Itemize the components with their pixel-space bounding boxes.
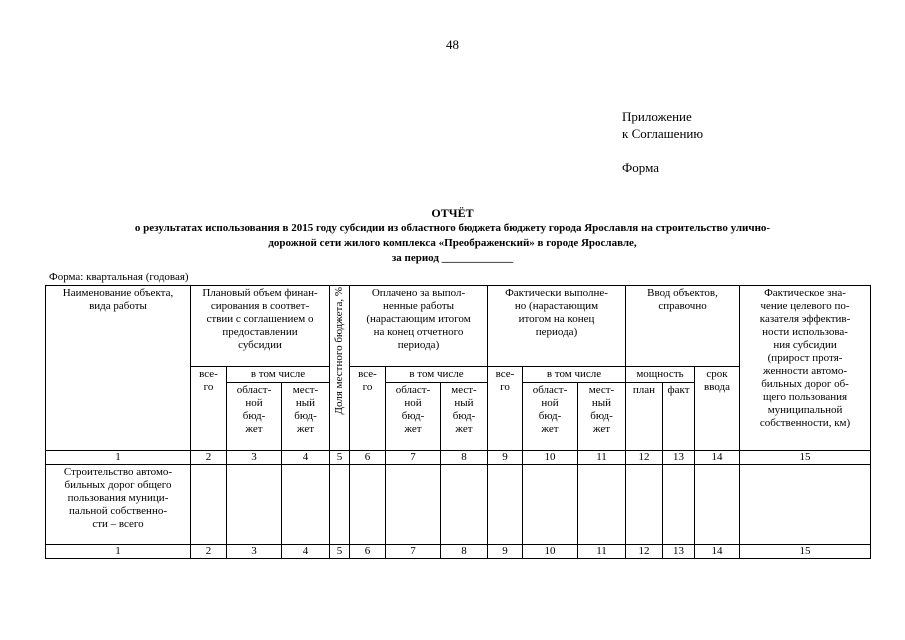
header-capacity: мощность (626, 367, 695, 383)
col-num: 12 (626, 451, 663, 465)
col-num: 9 (488, 451, 523, 465)
col-num: 5 (330, 545, 350, 559)
col-num: 12 (626, 545, 663, 559)
col-num: 9 (488, 545, 523, 559)
data-cell[interactable] (578, 465, 626, 545)
col-num: 6 (350, 451, 386, 465)
header-plan-total: все- го (191, 367, 227, 451)
header-done-local: мест- ный бюд- жет (578, 383, 626, 451)
column-numbers-row (46, 451, 871, 465)
col-num: 7 (386, 545, 441, 559)
col-num: 4 (282, 545, 330, 559)
data-cell[interactable] (350, 465, 386, 545)
col-num: 5 (330, 451, 350, 465)
col-num: 15 (740, 451, 871, 465)
title-line1: о результатах использования в 2015 году субсидии из областного бюджета бюджету города Ярославля на строительство улично- (134, 222, 771, 234)
header-paid-incl: в том числе (386, 367, 488, 383)
page-number: 48 (446, 37, 459, 52)
header-paid-total: все- го (350, 367, 386, 451)
header-paid-regional: област- ной бюд- жет (386, 383, 441, 451)
col-num: 10 (523, 451, 578, 465)
title-line2: дорожной сети жилого комплекса «Преображенский» в городе Ярославле, (268, 237, 637, 249)
table-row (46, 465, 871, 545)
data-cell[interactable] (330, 465, 350, 545)
row-label: Строительство автомо- бильных дорог общего пользования муници- пальной собственно- сти – всего (46, 465, 191, 545)
col-num: 1 (46, 545, 191, 559)
header-capacity-fact: факт (663, 383, 695, 451)
col-num: 2 (191, 545, 227, 559)
header-indicator: Фактическое зна- чение целевого по- казателя эффектив- ности использова- ния субсидии (прирост протя- женности автомо- бильных дорог об- щего пользования муниципальной собственности, км) (740, 286, 871, 451)
header-plan-regional: област- ной бюд- жет (227, 383, 282, 451)
header-name: Наименование объекта, вида работы (46, 286, 191, 451)
data-cell[interactable] (227, 465, 282, 545)
header-done-regional: област- ной бюд- жет (523, 383, 578, 451)
header-commission: Ввод объектов, справочно (626, 286, 740, 367)
data-cell[interactable] (488, 465, 523, 545)
appendix-line1: Приложение (622, 109, 692, 124)
header-paid-local: мест- ный бюд- жет (441, 383, 488, 451)
col-num: 6 (350, 545, 386, 559)
header-share-text: Доля местного бюджета, % (333, 287, 345, 415)
header-plan-local: мест- ный бюд- жет (282, 383, 330, 451)
col-num: 14 (695, 545, 740, 559)
header-plan: Плановый объем финан- сирования в соответ- ствии с соглашением о предоставлении субсидии (191, 286, 330, 367)
header-done: Фактически выполне- но (нарастающим итогом на конец периода) (488, 286, 626, 367)
col-num: 8 (441, 545, 488, 559)
data-cell[interactable] (523, 465, 578, 545)
header-capacity-plan: план (626, 383, 663, 451)
data-cell[interactable] (191, 465, 227, 545)
col-num: 4 (282, 451, 330, 465)
appendix-block (622, 108, 703, 176)
form-type-label: Форма: квартальная (годовая) (49, 271, 189, 283)
header-done-total: все- го (488, 367, 523, 451)
data-cell[interactable] (386, 465, 441, 545)
data-cell[interactable] (282, 465, 330, 545)
header-share (330, 286, 350, 451)
data-cell[interactable] (740, 465, 871, 545)
header-done-incl: в том числе (523, 367, 626, 383)
col-num: 3 (227, 545, 282, 559)
data-cell[interactable] (695, 465, 740, 545)
col-num: 15 (740, 545, 871, 559)
data-cell[interactable] (626, 465, 663, 545)
col-num: 2 (191, 451, 227, 465)
header-plan-incl: в том числе (227, 367, 330, 383)
header-paid: Оплачено за выпол- ненные работы (нарастающим итогом на конец отчетного периода) (350, 286, 488, 367)
header-term: срок ввода (695, 367, 740, 451)
form-word: Форма (622, 160, 659, 175)
col-num: 1 (46, 451, 191, 465)
col-num: 11 (578, 451, 626, 465)
col-num: 8 (441, 451, 488, 465)
appendix-line2: к Соглашению (622, 126, 704, 141)
col-num: 7 (386, 451, 441, 465)
data-cell[interactable] (441, 465, 488, 545)
title-line3: за период _____________ (391, 252, 514, 264)
title-main: ОТЧЁТ (431, 206, 474, 220)
col-num: 13 (663, 451, 695, 465)
column-numbers-row-bottom (46, 545, 871, 559)
col-num: 13 (663, 545, 695, 559)
col-num: 10 (523, 545, 578, 559)
report-title (50, 206, 855, 266)
col-num: 14 (695, 451, 740, 465)
col-num: 3 (227, 451, 282, 465)
report-table (45, 285, 871, 559)
data-cell[interactable] (663, 465, 695, 545)
col-num: 11 (578, 545, 626, 559)
